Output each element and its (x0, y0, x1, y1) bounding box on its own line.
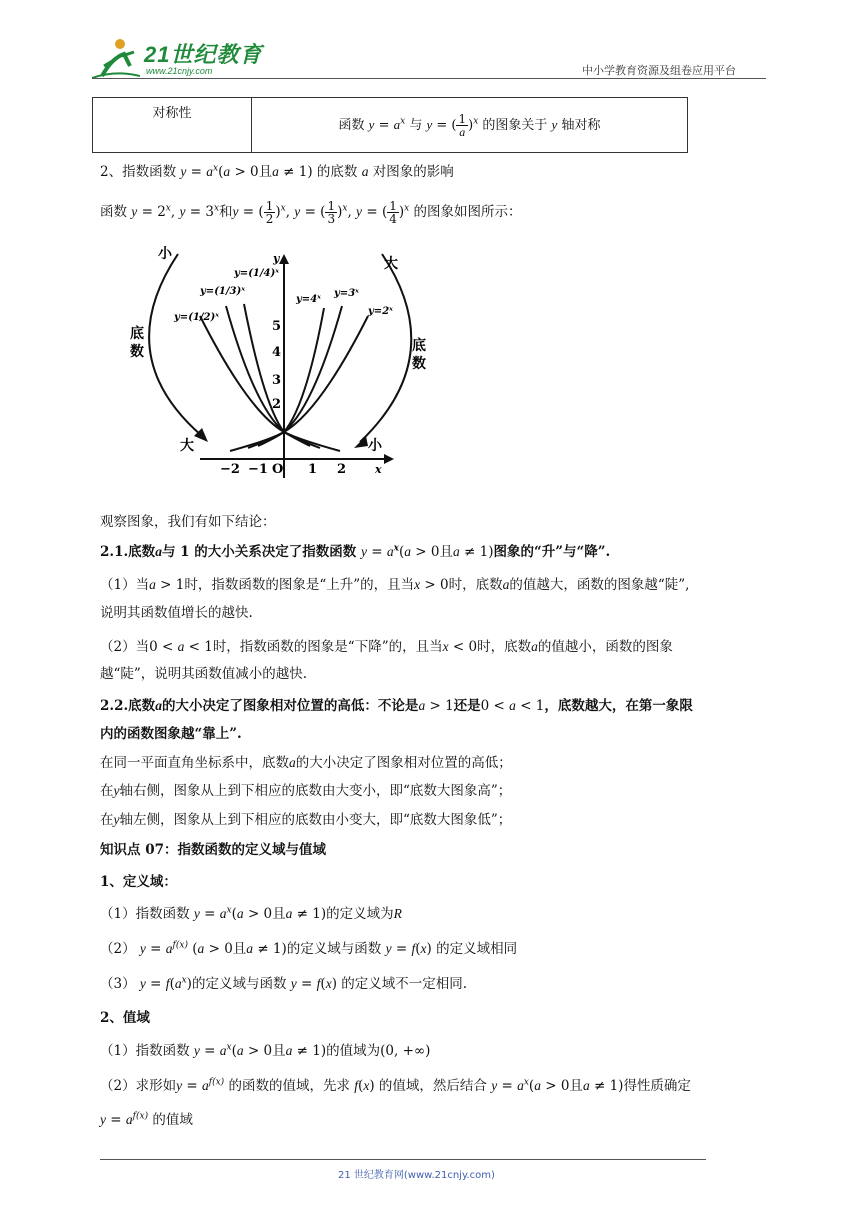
text: 的大小决定了图象相对位置的高低； (295, 755, 512, 771)
text: 的定义域不一定相同. (341, 976, 468, 992)
symmetry-table (92, 97, 688, 153)
table-text: 轴对称 (557, 117, 601, 133)
y-tick: 5 (272, 319, 282, 334)
range-item2: （2）求形如$y = a^{f(x)}$ 的函数的值域，先求 f(x) 的值域，然后结合 $y = a^x(a > 0$且a ≠ 1)得性质确定 (100, 1077, 691, 1094)
domain-item1: （1）指数函数 $y = a^x(a > 0$且a ≠ 1)的定义域为R (100, 905, 402, 922)
text: 时，底数 (477, 639, 532, 655)
left-arc-arrow (149, 254, 202, 436)
p21-item2-cont: 越“陡”，说明其函数值减小的越快. (100, 666, 308, 682)
footer-rule (100, 1159, 706, 1160)
x-tick: −1 (248, 462, 268, 477)
p21-item2: （2）当0 < a < 1时，指数函数的图象是“下降”的，且当x < 0时，底数a的值越小，函数的图象 (100, 639, 673, 655)
table-text: 函数 (338, 117, 369, 133)
text: （2）当 (100, 639, 150, 655)
label-half: y=(1/2)ˣ (174, 312, 219, 323)
y-axis-label: y (273, 252, 280, 265)
table-left-cell (93, 98, 252, 153)
y-tick: 4 (272, 345, 282, 360)
text: 2.2.底数 (100, 698, 156, 714)
left-base-label-1: 底 (130, 326, 144, 342)
text: 函数 (100, 204, 132, 220)
right-small-label: 小 (368, 438, 382, 454)
label-two: y=2ˣ (368, 306, 393, 317)
domain-heading: 1、定义域： (100, 874, 177, 890)
table-axis: y (551, 116, 558, 132)
y-axis-arrow (279, 254, 289, 264)
text: （2） (100, 941, 136, 957)
table-text: 的图象关于 (478, 117, 552, 133)
text: 图象的“升”与“降”. (493, 544, 611, 560)
text: 的值域为 (326, 1043, 381, 1059)
text: 的定义域为 (326, 906, 394, 922)
text: 的定义域相同 (436, 941, 518, 957)
text: 时，指数函数的图象是“下降”的，且当 (212, 639, 443, 655)
logo-url: www.21cnjy.com (146, 66, 213, 76)
text: a (361, 164, 369, 179)
curve-3x (248, 306, 342, 448)
p25-line: 在y轴左侧，图象从上到下相应的底数由小变大，即“底数大图象低”； (100, 812, 512, 828)
text: 时，底数 (448, 577, 503, 593)
text: 在 (100, 783, 114, 799)
text: 的值域，然后结合 (378, 1078, 487, 1094)
domain-item3: （3） $y = f(a^x)$的定义域与函数 y = f(x) 的定义域不一定相同. (100, 975, 468, 992)
y-tick: 2 (272, 397, 282, 412)
p22-cont: 内的函数图象越“靠上”. (100, 726, 242, 742)
right-arc-arrow (360, 254, 411, 442)
text: 2、指数函数 (100, 164, 181, 180)
text: 的定义域与函数 (286, 941, 382, 957)
p21-heading: 2.1.底数a与 1 的大小关系决定了指数函数 $y = a^x(a > 0$且a ≠ 1)图象的“升”与“降”. (100, 543, 611, 560)
x-axis-arrow (384, 454, 394, 464)
header-rule (92, 78, 766, 79)
text: （1）当 (100, 577, 150, 593)
range-item2-cont: $y = a^{f(x)}$ 的值域 (100, 1111, 193, 1128)
domain-item2: （2） $y = a^{f(x)}$ (a > 0且a ≠ 1)的定义域与函数 y = f(x) 的定义域相同 (100, 940, 518, 957)
origin-label: O (272, 462, 284, 477)
exponential-graph (120, 246, 440, 492)
text: 的定义域与函数 (191, 976, 287, 992)
text: 的值越小，函数的图象 (537, 639, 673, 655)
text: 在同一平面直角坐标系中，底数 (100, 755, 289, 771)
p21-item1: （1）当a > 1时，指数函数的图象是“上升”的，且当x > 0时，底数a的值越大，函数的图象越“陡”, (100, 577, 690, 593)
text: 轴左侧，图象从上到下相应的底数由小变大，即“底数大图象低”； (119, 812, 512, 828)
text: 的底数 (312, 164, 362, 180)
text: ，底数越大，在第一象限 (544, 698, 693, 714)
p23-line: 在同一平面直角坐标系中，底数a的大小决定了图象相对位置的高低； (100, 755, 512, 771)
text: 得性质确定 (623, 1078, 691, 1094)
text: 与 1 的大小关系决定了指数函数 (161, 544, 357, 560)
range-heading: 2、值域 (100, 1010, 150, 1026)
text: （3） (100, 976, 136, 992)
kp07-heading: 知识点 07：指数函数的定义域与值域 (100, 842, 326, 858)
logo-text: 21世纪教育 (144, 42, 263, 67)
label-quarter: y=(1/4)ˣ (234, 268, 279, 279)
header-right-text: 中小学教育资源及组卷应用平台 (582, 64, 736, 77)
table-right-cell: 函数 $y = a^x$ 与 y = ( $\frac{1}{a}$ )$^x$ 的图象关于 y 轴对称 (252, 98, 688, 153)
label-three: y=3ˣ (334, 288, 359, 299)
right-arrowhead (354, 436, 368, 448)
left-big-label: 大 (180, 438, 194, 454)
p24-line: 在y轴右侧，图象从上到下相应的底数由大变小，即“底数大图象高”； (100, 783, 512, 799)
right-base-label-2: 数 (412, 356, 426, 372)
x-tick: −2 (220, 462, 240, 477)
text: 的函数的值域，先求 (228, 1078, 350, 1094)
text: 和 (219, 204, 233, 220)
label-third: y=(1/3)ˣ (200, 286, 245, 297)
x-tick: 1 (308, 462, 318, 477)
logo (92, 36, 272, 80)
p22-heading: 2.2.底数a的大小决定了图象相对位置的高低：不论是a > 1还是0 < a < 1，底数越大，在第一象限 (100, 698, 693, 714)
y-tick: 3 (272, 373, 282, 388)
text: 轴右侧，图象从上到下相应的底数由大变小，即“底数大图象高”； (119, 783, 512, 799)
label-four: y=4ˣ (296, 294, 321, 305)
x-tick: 2 (337, 462, 347, 477)
text: 的值越大，函数的图象越“陡”, (509, 577, 690, 593)
text: （2）求形如 (100, 1078, 177, 1094)
text: 时，指数函数的图象是“上升”的，且当 (184, 577, 415, 593)
text: 的图象如图所示： (409, 204, 522, 220)
left-base-label-2: 数 (130, 344, 144, 360)
observe-line: 观察图象，我们有如下结论： (100, 514, 276, 530)
section2-funcs: 函数 $y = 2^x$, $y = 3^x$和y = ( $\frac{1}{2}$ )$^x$, y = ( $\frac{1}{3}$ )$^x$, y = ( $\frac{1}{4}$ )$^x$ 的图象如图所示： (100, 199, 522, 226)
text: （1）指数函数 (100, 1043, 190, 1059)
text: （1）指数函数 (100, 906, 190, 922)
table-text: 与 (405, 117, 427, 133)
text: 的值域 (152, 1112, 193, 1128)
table-left-label: 对称性 (152, 106, 192, 121)
text: 在 (100, 812, 114, 828)
text: 2.1.底数 (100, 544, 156, 560)
text: 对图象的影响 (368, 164, 454, 180)
range-item1: （1）指数函数 $y = a^x(a > 0$且a ≠ 1)的值域为(0, +∞) (100, 1042, 431, 1059)
right-big-label: 大 (384, 256, 398, 272)
section2-title: 2、指数函数 $y = a^x(a > 0$且a ≠ 1) 的底数 a 对图象的影响 (100, 163, 454, 180)
text: 还是 (453, 698, 481, 714)
runner-icon (92, 36, 140, 80)
x-axis-label: x (375, 463, 382, 476)
right-base-label-1: 底 (412, 338, 426, 354)
p21-item1-cont: 说明其函数值增长的越快. (100, 605, 253, 621)
left-small-label: 小 (158, 246, 172, 262)
footer-link[interactable]: 21 世纪教育网(www.21cnjy.com) (338, 1170, 495, 1181)
text: 的大小决定了图象相对位置的高低：不论是 (161, 698, 419, 714)
